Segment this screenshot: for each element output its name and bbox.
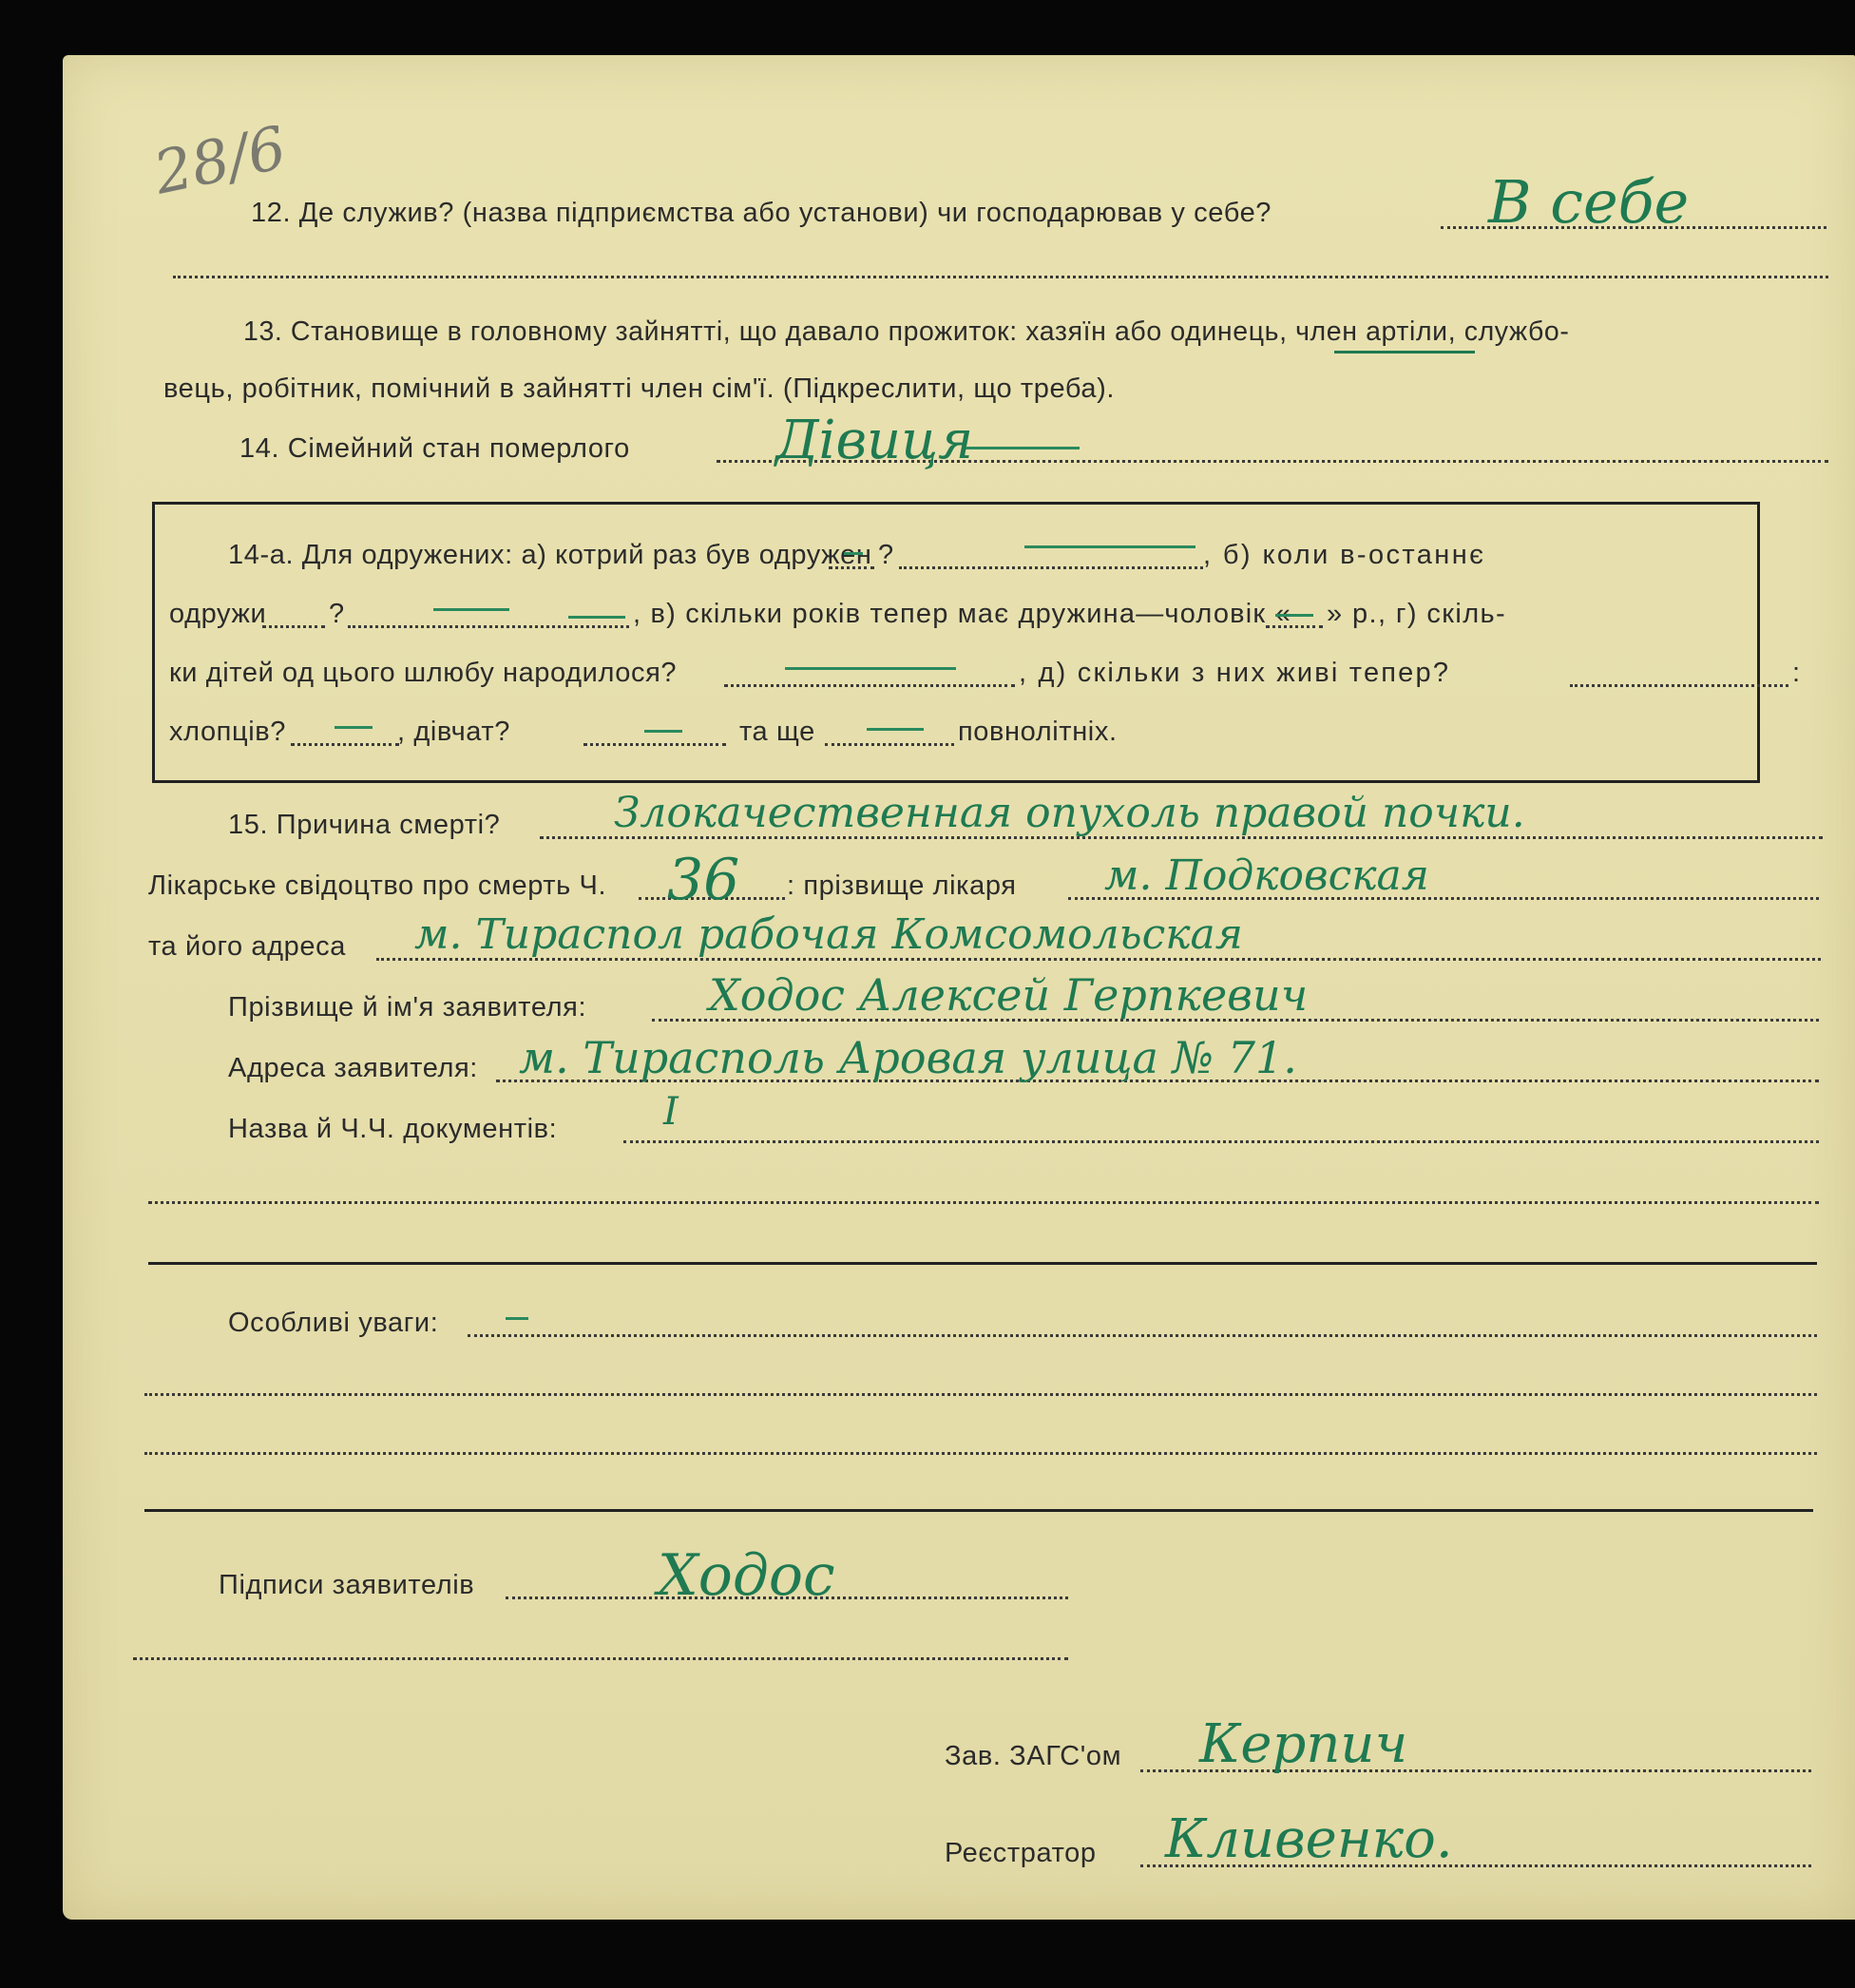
q14a-line3-blank2 xyxy=(1570,684,1788,687)
applicant-address-label: Адреса заявителя: xyxy=(228,1053,478,1083)
remarks-label: Особливі уваги: xyxy=(228,1308,439,1338)
q14a-line1-a: 14-а. Для одружених: а) котрий раз був одружен xyxy=(228,540,872,570)
q14a-line1-c: , б) коли в-останнє xyxy=(1203,540,1486,570)
q13-line1: 13. Становище в головному зайнятті, що давало прожиток: хазяїн або одинець, член артіли, службо- xyxy=(243,316,1570,347)
q14a-line1-b: ? xyxy=(878,540,894,570)
remarks-dash xyxy=(506,1317,528,1320)
applicant-docs: I xyxy=(663,1090,679,1134)
q14a-line1-blank1 xyxy=(829,566,874,569)
q14a-line4-c: та ще xyxy=(739,717,815,747)
docs-continuation-line xyxy=(148,1201,1819,1204)
applicant-signature: Ходос xyxy=(658,1542,835,1609)
q14a-line4-a: хлопців? xyxy=(169,717,286,747)
q14a-line2-d: » р., г) скіль- xyxy=(1327,599,1507,629)
q15-answer: Злокачественная опухоль правой почки. xyxy=(614,789,1525,837)
q14a-line4-b: , дівчат? xyxy=(397,717,510,747)
q13-underline-mark xyxy=(1334,351,1475,354)
applicant-docs-label: Назва й Ч.Ч. документів: xyxy=(228,1114,558,1144)
applicant-address: м. Тирасполь Аровая улица № 71. xyxy=(519,1032,1297,1083)
q13-line2: вець, робітник, помічний в зайнятті член сім'ї. (Підкреслити, що треба). xyxy=(163,373,1116,404)
q15-address: м. Тираспол рабочая Комсомольская xyxy=(414,910,1243,959)
applicant-docs-line xyxy=(623,1140,1819,1143)
q14a-line4-dash2 xyxy=(644,730,682,733)
q14a-line2-blank1 xyxy=(262,625,325,628)
q14a-line3-c: : xyxy=(1792,658,1801,688)
q15-cert-label: Лікарське свідоцтво про смерть Ч. xyxy=(148,870,607,901)
q15-doctor: м. Подковская xyxy=(1104,851,1429,900)
q14-label: 14. Сімейний стан померлого xyxy=(239,433,630,464)
q14a-line4-blank1 xyxy=(291,743,399,746)
q14a-line3-dash1 xyxy=(785,667,956,670)
page-note: 28/6 xyxy=(147,112,293,208)
q15-address-label: та його адреса xyxy=(148,931,346,962)
registrar-signature-label: Реєстратор xyxy=(945,1838,1097,1868)
q14a-line1-dash2 xyxy=(1024,545,1195,548)
q14a-line2-blank3 xyxy=(1266,625,1323,628)
applicants-signature-label: Підписи заявителів xyxy=(219,1570,475,1600)
section-divider-1 xyxy=(148,1262,1817,1265)
q14a-line2-dash1 xyxy=(433,608,509,611)
registrar-signature: Кливенко. xyxy=(1165,1808,1453,1870)
q14a-line4-d: повнолітніх. xyxy=(958,717,1118,747)
q14a-line2-a: одружи xyxy=(169,599,267,629)
q15-doctor-label: : прізвище лікаря xyxy=(787,870,1017,901)
head-signature-label: Зав. ЗАГС'ом xyxy=(945,1741,1122,1771)
q14a-line2-blank2 xyxy=(348,625,629,628)
q14a-line1-blank2 xyxy=(899,566,1203,569)
head-signature: Керпич xyxy=(1199,1713,1408,1775)
q12-label: 12. Де служив? (назва підприємства або установи) чи господарював у себе? xyxy=(251,198,1272,228)
q15-label: 15. Причина смерті? xyxy=(228,810,501,840)
q14a-line3-b: , д) скільки з них живі тепер? xyxy=(1019,658,1451,688)
q14a-line2-b: ? xyxy=(329,599,345,629)
q15-cert-no: 36 xyxy=(667,847,740,913)
q14a-line4-dash3 xyxy=(867,728,924,731)
q14-answer: Дівиця xyxy=(775,410,974,471)
q14a-line4-dash1 xyxy=(335,726,373,729)
q12-answer: В себе xyxy=(1488,167,1690,237)
q14-answer-stroke xyxy=(966,447,1080,449)
q14a-line2-c: , в) скільки років тепер має дружина—чоловік « xyxy=(633,599,1291,629)
q14a-line3-blank1 xyxy=(724,684,1015,687)
applicant-name: Ходос Алексей Герпкевич xyxy=(709,969,1309,1021)
q14a-line3-a: ки дітей од цього шлюбу народилося? xyxy=(169,658,678,688)
remarks-line-2 xyxy=(144,1393,1817,1396)
q14a-line1-dash1 xyxy=(844,552,863,555)
remarks-line-1 xyxy=(468,1334,1817,1337)
section-divider-2 xyxy=(144,1509,1813,1512)
remarks-line-3 xyxy=(144,1452,1817,1455)
q14a-line4-blank2 xyxy=(583,743,726,746)
applicant-name-label: Прізвище й ім'я заявителя: xyxy=(228,992,587,1023)
q12-continuation-line xyxy=(173,276,1828,278)
q14a-line2-dash3 xyxy=(1275,614,1313,617)
document-page xyxy=(63,55,1855,1920)
q14a-line4-blank3 xyxy=(825,743,954,746)
q14a-line2-dash2 xyxy=(568,616,625,619)
applicants-signature-line-2 xyxy=(133,1657,1068,1660)
